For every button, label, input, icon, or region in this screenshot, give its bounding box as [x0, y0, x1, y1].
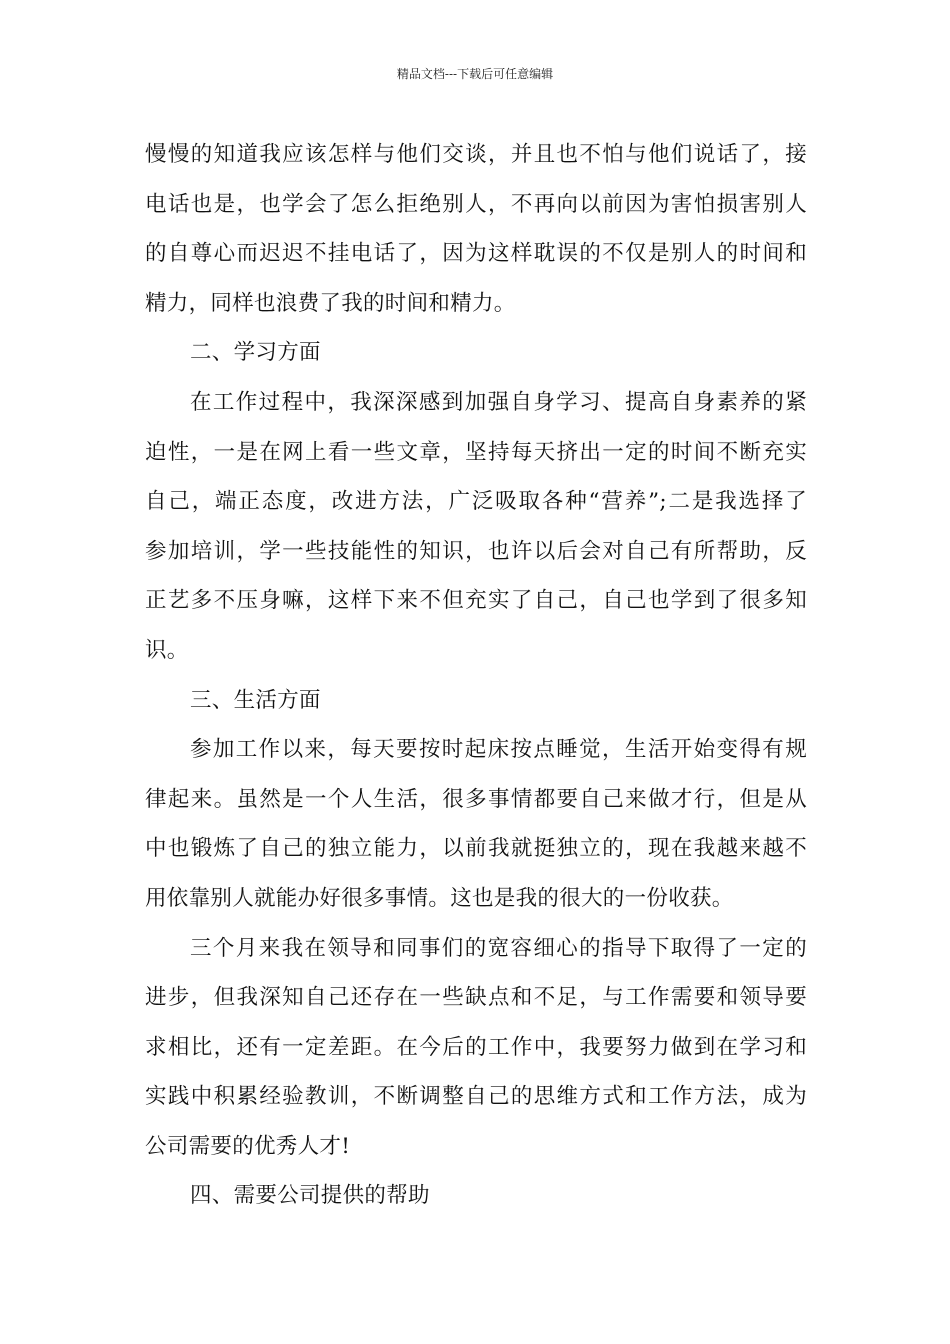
paragraph-communication: [145, 130, 807, 328]
text-line: 用依靠别人就能办好很多事情。这也是我的很大的一份收获。: [145, 885, 734, 911]
text-line: 自己，端正态度，改进方法，广泛吸取各种“营养”;二是我选择了: [145, 489, 807, 515]
document-body: [145, 130, 807, 1221]
heading-text: 二、学习方面: [190, 340, 321, 366]
heading-text: 四、需要公司提供的帮助: [190, 1183, 430, 1209]
text-line: 精力，同样也浪费了我的时间和精力。: [145, 290, 516, 316]
paragraph-life: [145, 725, 807, 923]
page-header: 精品文档---下载后可任意编辑: [396, 67, 554, 81]
text-line: 求相比，还有一定差距。在今后的工作中，我要努力做到在学习和: [145, 1034, 807, 1060]
text-line: 参加培训，学一些技能性的知识，也许以后会对自己有所帮助，反: [145, 538, 807, 564]
text-line: 进步，但我深知自己还存在一些缺点和不足，与工作需要和领导要: [145, 985, 807, 1011]
text-line: 中也锻炼了自己的独立能力，以前我就挺独立的，现在我越来越不: [145, 836, 807, 862]
section-heading-help: [145, 1171, 807, 1221]
text-line: 公司需要的优秀人才!: [145, 1133, 351, 1159]
text-line: 慢慢的知道我应该怎样与他们交谈，并且也不怕与他们说话了，接: [145, 142, 807, 167]
text-line: 电话也是，也学会了怎么拒绝别人，不再向以前因为害怕损害别人: [145, 191, 807, 217]
text-line: 识。: [145, 637, 189, 663]
section-heading-life: [145, 676, 807, 726]
section-heading-study: [145, 328, 807, 378]
text-line: 正艺多不压身嘛，这样下来不但充实了自己，自己也学到了很多知: [145, 588, 807, 614]
paragraph-summary: [145, 924, 807, 1172]
text-line: 三个月来我在领导和同事们的宽容细心的指导下取得了一定的: [190, 935, 807, 961]
heading-text: 三、生活方面: [190, 687, 321, 713]
text-line: 参加工作以来，每天要按时起床按点睡觉，生活开始变得有规: [190, 737, 807, 763]
text-line: 实践中积累经验教训，不断调整自己的思维方式和工作方法，成为: [145, 1084, 807, 1110]
paragraph-study: [145, 378, 807, 676]
text-line: 的自尊心而迟迟不挂电话了，因为这样耽误的不仅是别人的时间和: [145, 241, 807, 267]
text-line: 迫性，一是在网上看一些文章，坚持每天挤出一定的时间不断充实: [145, 439, 807, 465]
text-line: 律起来。虽然是一个人生活，很多事情都要自己来做才行，但是从: [145, 786, 807, 812]
text-line: 在工作过程中，我深深感到加强自身学习、提高自身素养的紧: [190, 389, 807, 415]
